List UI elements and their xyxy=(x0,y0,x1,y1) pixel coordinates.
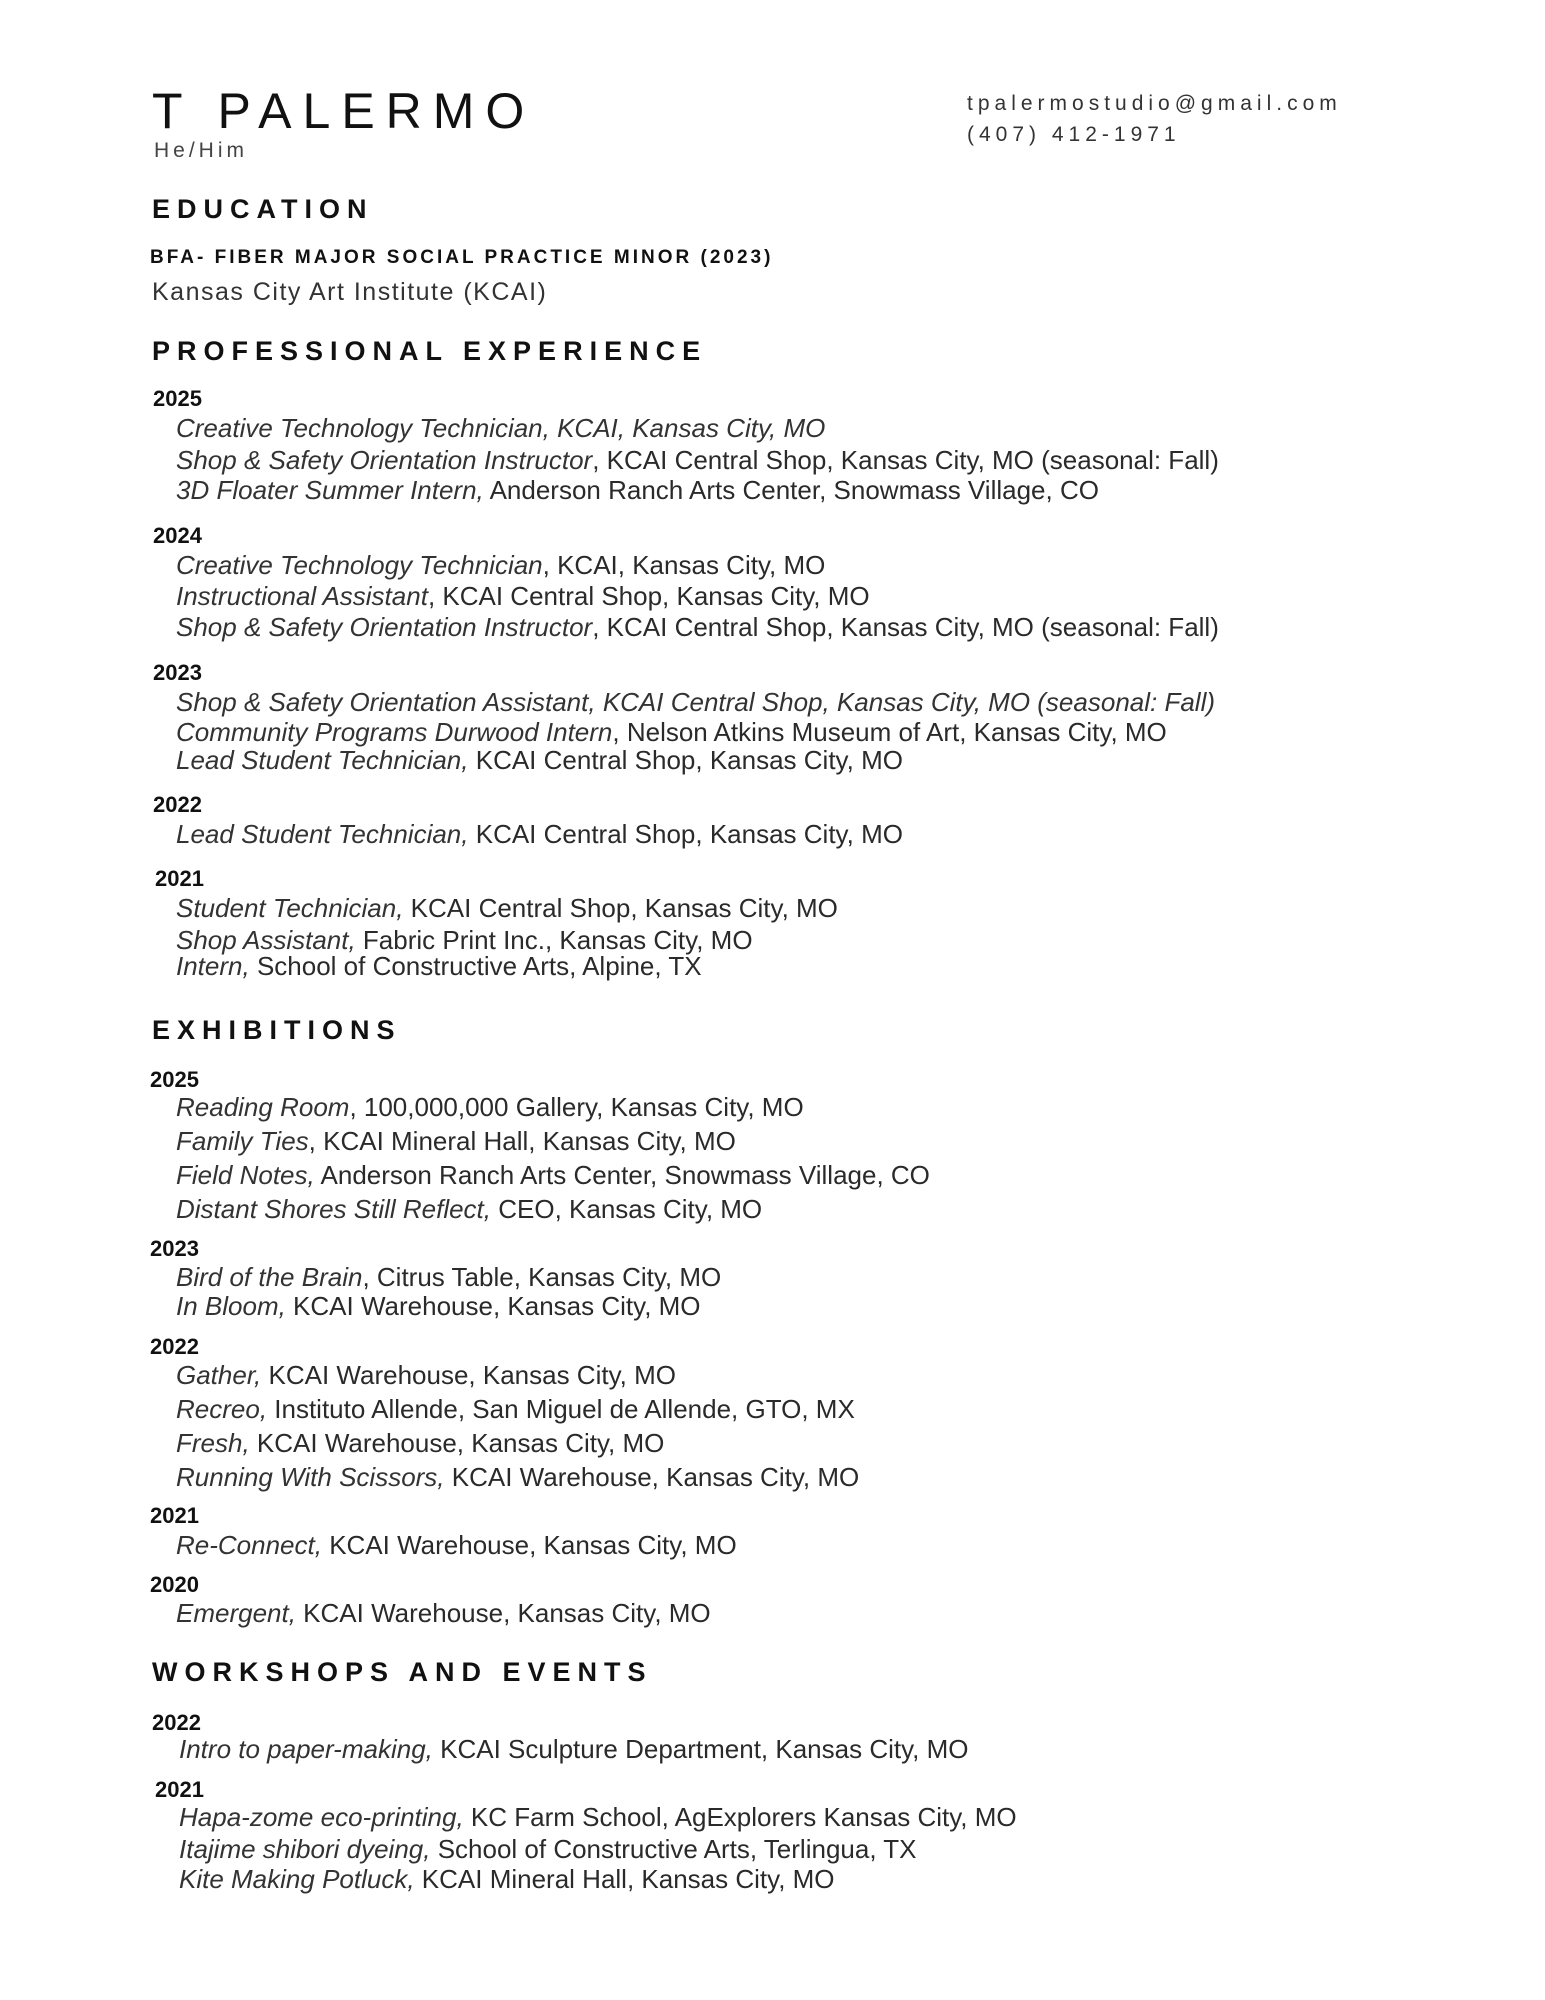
pronouns: He/Him xyxy=(154,139,249,162)
entry-title: Community Programs Durwood Intern xyxy=(176,717,613,747)
entry-title: Lead Student Technician, xyxy=(176,819,469,849)
email-link[interactable]: tpalermostudio@gmail.com xyxy=(967,92,1342,115)
entry-title: Kite Making Potluck, xyxy=(179,1864,415,1894)
entry-title: Shop Assistant, xyxy=(176,925,356,955)
experience-entry xyxy=(176,953,702,979)
exhibition-entry xyxy=(176,1430,664,1456)
exhibition-entry xyxy=(176,1396,855,1422)
entry-title: Distant Shores Still Reflect, xyxy=(176,1194,492,1224)
entry-details: , 100,000,000 Gallery, Kansas City, MO xyxy=(349,1092,804,1122)
entry-title: Fresh, xyxy=(176,1428,250,1458)
entry-title: Gather, xyxy=(176,1360,262,1390)
entry-details: , Citrus Table, Kansas City, MO xyxy=(362,1262,722,1292)
entry-title: Lead Student Technician, xyxy=(176,745,469,775)
entry-title: Re-Connect, xyxy=(176,1530,322,1560)
entry-details: School of Constructive Arts, Terlingua, TX xyxy=(430,1834,917,1864)
exhibition-entry xyxy=(176,1362,676,1388)
experience-entry xyxy=(176,821,903,847)
workshop-entry xyxy=(179,1804,1017,1830)
entry-details: KCAI Warehouse, Kansas City, MO xyxy=(444,1462,860,1492)
entry-title: Shop & Safety Orientation Instructor xyxy=(176,612,593,642)
exhibition-year: 2023 xyxy=(150,1236,199,1261)
exhibition-entry xyxy=(176,1293,701,1319)
exhibition-year: 2025 xyxy=(150,1067,199,1092)
experience-entry xyxy=(176,719,1167,745)
experience-year: 2021 xyxy=(155,866,204,891)
entry-title: Creative Technology Technician, KCAI, Kansas City, MO xyxy=(176,413,826,443)
exhibition-entry xyxy=(176,1532,737,1558)
exhibition-entry xyxy=(176,1196,762,1222)
entry-details: KCAI Mineral Hall, Kansas City, MO xyxy=(414,1864,835,1894)
exhibition-entry xyxy=(176,1162,930,1188)
exhibition-year: 2022 xyxy=(150,1334,199,1359)
entry-details: KCAI Warehouse, Kansas City, MO xyxy=(261,1360,676,1390)
entry-title: In Bloom, xyxy=(176,1291,286,1321)
entry-details: KCAI Warehouse, Kansas City, MO xyxy=(285,1291,701,1321)
exhibition-entry xyxy=(176,1464,859,1490)
exhibition-entry xyxy=(176,1094,804,1120)
entry-title: Bird of the Brain xyxy=(176,1262,363,1292)
entry-title: Emergent, xyxy=(176,1598,296,1628)
entry-details: , KCAI Central Shop, Kansas City, MO (seasonal: Fall) xyxy=(592,612,1219,642)
experience-entry xyxy=(176,689,1215,715)
section-heading-exhibitions: EXHIBITIONS xyxy=(152,1015,402,1045)
entry-details: , KCAI Central Shop, Kansas City, MO (seasonal: Fall) xyxy=(592,445,1219,475)
entry-title: Recreo, xyxy=(176,1394,268,1424)
experience-year: 2023 xyxy=(153,660,202,685)
entry-title: Shop & Safety Orientation Assistant, KCAI Central Shop, Kansas City, MO (seasonal: Fall) xyxy=(176,687,1216,717)
experience-entry xyxy=(176,415,825,441)
workshop-entry xyxy=(179,1836,917,1862)
experience-entry xyxy=(176,614,1219,640)
entry-details: Anderson Ranch Arts Center, Snowmass Village, CO xyxy=(483,475,1099,505)
entry-details: School of Constructive Arts, Alpine, TX xyxy=(249,951,702,981)
section-heading-experience: PROFESSIONAL EXPERIENCE xyxy=(152,336,708,366)
experience-year: 2025 xyxy=(153,386,202,411)
entry-details: KCAI Central Shop, Kansas City, MO xyxy=(468,745,903,775)
entry-title: Itajime shibori dyeing, xyxy=(179,1834,431,1864)
exhibition-year: 2021 xyxy=(150,1503,199,1528)
entry-details: , Nelson Atkins Museum of Art, Kansas City, MO xyxy=(612,717,1167,747)
experience-entry xyxy=(176,447,1219,473)
entry-details: KCAI Warehouse, Kansas City, MO xyxy=(295,1598,711,1628)
entry-title: Student Technician, xyxy=(176,893,404,923)
entry-title: Reading Room xyxy=(176,1092,350,1122)
workshop-entry xyxy=(179,1736,969,1762)
workshop-year: 2022 xyxy=(152,1710,201,1735)
workshop-year: 2021 xyxy=(155,1777,204,1802)
entry-title: Instructional Assistant xyxy=(176,581,428,611)
experience-year: 2024 xyxy=(153,523,202,548)
entry-title: Intern, xyxy=(176,951,250,981)
school: Kansas City Art Institute (KCAI) xyxy=(152,278,548,306)
entry-title: Running With Scissors, xyxy=(176,1462,445,1492)
experience-entry xyxy=(176,747,903,773)
resume-name: T PALERMO xyxy=(152,83,536,139)
experience-entry xyxy=(176,583,870,609)
phone-number: (407) 412-1971 xyxy=(967,123,1181,146)
section-heading-education: EDUCATION xyxy=(152,194,374,224)
entry-details: KCAI Central Shop, Kansas City, MO xyxy=(468,819,903,849)
entry-title: Family Ties xyxy=(176,1126,309,1156)
experience-entry xyxy=(176,552,825,578)
exhibition-entry xyxy=(176,1128,736,1154)
section-heading-workshops: WORKSHOPS AND EVENTS xyxy=(152,1657,653,1687)
entry-title: Hapa-zome eco-printing, xyxy=(179,1802,464,1832)
entry-details: , KCAI Mineral Hall, Kansas City, MO xyxy=(308,1126,736,1156)
experience-entry xyxy=(176,895,838,921)
workshop-entry xyxy=(179,1866,835,1892)
exhibition-entry xyxy=(176,1264,721,1290)
entry-details: KCAI Warehouse, Kansas City, MO xyxy=(249,1428,665,1458)
experience-entry xyxy=(176,927,753,953)
entry-details: , KCAI Central Shop, Kansas City, MO xyxy=(427,581,870,611)
entry-title: 3D Floater Summer Intern, xyxy=(176,475,484,505)
entry-details: KCAI Central Shop, Kansas City, MO xyxy=(403,893,838,923)
entry-title: Intro to paper-making, xyxy=(179,1734,433,1764)
entry-details: Anderson Ranch Arts Center, Snowmass Village, CO xyxy=(314,1160,930,1190)
entry-details: KCAI Warehouse, Kansas City, MO xyxy=(321,1530,737,1560)
entry-details: Instituto Allende, San Miguel de Allende, GTO, MX xyxy=(267,1394,855,1424)
exhibition-entry xyxy=(176,1600,711,1626)
experience-year: 2022 xyxy=(153,792,202,817)
degree: BFA- FIBER MAJOR SOCIAL PRACTICE MINOR (2023) xyxy=(150,247,774,268)
entry-details: , KCAI, Kansas City, MO xyxy=(542,550,826,580)
entry-details: KCAI Sculpture Department, Kansas City, MO xyxy=(432,1734,969,1764)
exhibition-year: 2020 xyxy=(150,1572,199,1597)
entry-details: KC Farm School, AgExplorers Kansas City, MO xyxy=(463,1802,1017,1832)
entry-details: CEO, Kansas City, MO xyxy=(491,1194,763,1224)
contact-block xyxy=(967,88,1342,150)
entry-title: Creative Technology Technician xyxy=(176,550,543,580)
experience-entry xyxy=(176,477,1099,503)
entry-title: Shop & Safety Orientation Instructor xyxy=(176,445,593,475)
entry-title: Field Notes, xyxy=(176,1160,315,1190)
entry-details: Fabric Print Inc., Kansas City, MO xyxy=(355,925,753,955)
